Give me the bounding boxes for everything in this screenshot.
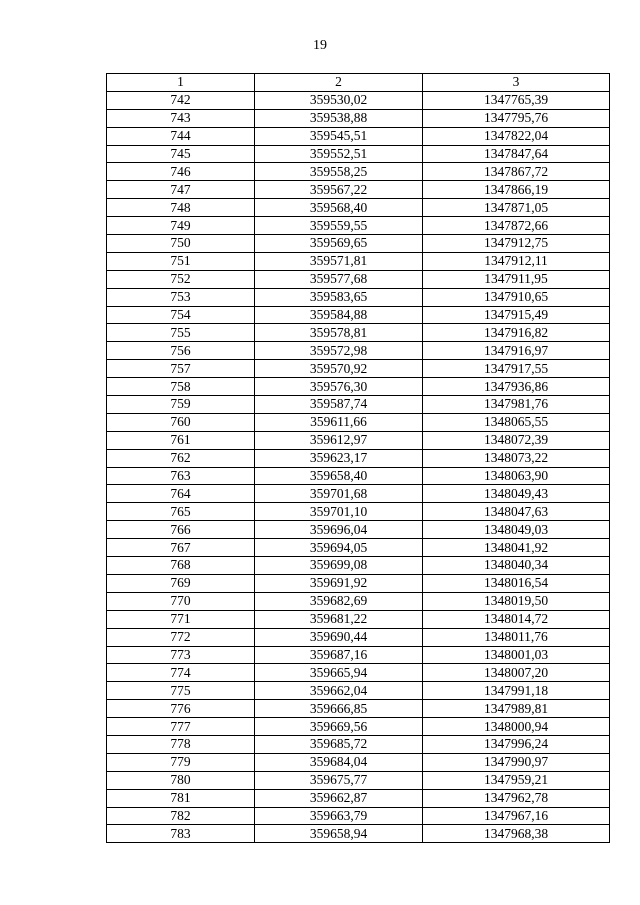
y-coordinate-cell: 1347915,49 <box>423 306 610 324</box>
y-coordinate-cell: 1348011,76 <box>423 628 610 646</box>
x-coordinate-cell: 359684,04 <box>255 753 423 771</box>
page-number: 19 <box>313 38 327 53</box>
x-coordinate-cell: 359571,81 <box>255 252 423 270</box>
x-coordinate-cell: 359569,65 <box>255 235 423 253</box>
x-coordinate-cell: 359612,97 <box>255 431 423 449</box>
table-row <box>107 718 610 736</box>
y-coordinate-cell: 1347962,78 <box>423 789 610 807</box>
y-coordinate-cell: 1347967,16 <box>423 807 610 825</box>
x-coordinate-cell: 359682,69 <box>255 592 423 610</box>
point-number-cell: 757 <box>107 360 255 378</box>
y-coordinate-cell: 1347989,81 <box>423 700 610 718</box>
x-coordinate-cell: 359538,88 <box>255 109 423 127</box>
point-number-cell: 777 <box>107 718 255 736</box>
point-number-cell: 748 <box>107 199 255 217</box>
table-row <box>107 825 610 843</box>
table-row <box>107 503 610 521</box>
point-number-cell: 766 <box>107 521 255 539</box>
point-number-cell: 753 <box>107 288 255 306</box>
y-coordinate-cell: 1348000,94 <box>423 718 610 736</box>
x-coordinate-cell: 359570,92 <box>255 360 423 378</box>
table-row <box>107 557 610 575</box>
point-number-cell: 749 <box>107 217 255 235</box>
x-coordinate-cell: 359578,81 <box>255 324 423 342</box>
table-row <box>107 199 610 217</box>
point-number-cell: 742 <box>107 91 255 109</box>
y-coordinate-cell: 1347981,76 <box>423 396 610 414</box>
table-row <box>107 378 610 396</box>
table-body <box>107 91 610 842</box>
point-number-cell: 763 <box>107 467 255 485</box>
point-number-cell: 755 <box>107 324 255 342</box>
table-row <box>107 485 610 503</box>
x-coordinate-cell: 359685,72 <box>255 735 423 753</box>
point-number-cell: 744 <box>107 127 255 145</box>
y-coordinate-cell: 1348016,54 <box>423 574 610 592</box>
table-row <box>107 163 610 181</box>
table-row <box>107 413 610 431</box>
y-coordinate-cell: 1347765,39 <box>423 91 610 109</box>
y-coordinate-cell: 1347822,04 <box>423 127 610 145</box>
x-coordinate-cell: 359662,87 <box>255 789 423 807</box>
table-row <box>107 539 610 557</box>
x-coordinate-cell: 359665,94 <box>255 664 423 682</box>
x-coordinate-cell: 359572,98 <box>255 342 423 360</box>
point-number-cell: 765 <box>107 503 255 521</box>
y-coordinate-cell: 1347916,97 <box>423 342 610 360</box>
point-number-cell: 758 <box>107 378 255 396</box>
table-row <box>107 342 610 360</box>
y-coordinate-cell: 1347872,66 <box>423 217 610 235</box>
y-coordinate-cell: 1348001,03 <box>423 646 610 664</box>
y-coordinate-cell: 1348049,03 <box>423 521 610 539</box>
table-row <box>107 521 610 539</box>
x-coordinate-cell: 359669,56 <box>255 718 423 736</box>
y-coordinate-cell: 1348049,43 <box>423 485 610 503</box>
y-coordinate-cell: 1348065,55 <box>423 413 610 431</box>
table-row <box>107 735 610 753</box>
x-coordinate-cell: 359691,92 <box>255 574 423 592</box>
y-coordinate-cell: 1347968,38 <box>423 825 610 843</box>
y-coordinate-cell: 1347916,82 <box>423 324 610 342</box>
y-coordinate-cell: 1347912,75 <box>423 235 610 253</box>
y-coordinate-cell: 1348041,92 <box>423 539 610 557</box>
table-row <box>107 181 610 199</box>
table-row <box>107 91 610 109</box>
table-row <box>107 807 610 825</box>
x-coordinate-cell: 359577,68 <box>255 270 423 288</box>
x-coordinate-cell: 359666,85 <box>255 700 423 718</box>
y-coordinate-cell: 1347795,76 <box>423 109 610 127</box>
point-number-cell: 762 <box>107 449 255 467</box>
table-row <box>107 628 610 646</box>
point-number-cell: 750 <box>107 235 255 253</box>
table-row <box>107 682 610 700</box>
table-row <box>107 252 610 270</box>
x-coordinate-cell: 359567,22 <box>255 181 423 199</box>
column-header-1: 1 <box>107 74 255 92</box>
x-coordinate-cell: 359611,66 <box>255 413 423 431</box>
table-row <box>107 360 610 378</box>
x-coordinate-cell: 359675,77 <box>255 771 423 789</box>
point-number-cell: 780 <box>107 771 255 789</box>
y-coordinate-cell: 1347959,21 <box>423 771 610 789</box>
table-row <box>107 789 610 807</box>
point-number-cell: 754 <box>107 306 255 324</box>
table-row <box>107 217 610 235</box>
table-row <box>107 306 610 324</box>
point-number-cell: 746 <box>107 163 255 181</box>
point-number-cell: 769 <box>107 574 255 592</box>
point-number-cell: 752 <box>107 270 255 288</box>
point-number-cell: 761 <box>107 431 255 449</box>
table-row <box>107 646 610 664</box>
point-number-cell: 751 <box>107 252 255 270</box>
x-coordinate-cell: 359584,88 <box>255 306 423 324</box>
table-row <box>107 771 610 789</box>
y-coordinate-cell: 1347867,72 <box>423 163 610 181</box>
x-coordinate-cell: 359687,16 <box>255 646 423 664</box>
x-coordinate-cell: 359690,44 <box>255 628 423 646</box>
table-row <box>107 324 610 342</box>
y-coordinate-cell: 1347911,95 <box>423 270 610 288</box>
y-coordinate-cell: 1348063,90 <box>423 467 610 485</box>
point-number-cell: 747 <box>107 181 255 199</box>
point-number-cell: 767 <box>107 539 255 557</box>
table-row <box>107 700 610 718</box>
point-number-cell: 756 <box>107 342 255 360</box>
x-coordinate-cell: 359658,40 <box>255 467 423 485</box>
table-row <box>107 449 610 467</box>
point-number-cell: 779 <box>107 753 255 771</box>
column-header-3: 3 <box>423 74 610 92</box>
point-number-cell: 781 <box>107 789 255 807</box>
y-coordinate-cell: 1347912,11 <box>423 252 610 270</box>
point-number-cell: 764 <box>107 485 255 503</box>
x-coordinate-cell: 359552,51 <box>255 145 423 163</box>
x-coordinate-cell: 359558,25 <box>255 163 423 181</box>
y-coordinate-cell: 1347847,64 <box>423 145 610 163</box>
table-row <box>107 288 610 306</box>
point-number-cell: 759 <box>107 396 255 414</box>
y-coordinate-cell: 1348040,34 <box>423 557 610 575</box>
point-number-cell: 773 <box>107 646 255 664</box>
table-row <box>107 467 610 485</box>
table-row <box>107 235 610 253</box>
y-coordinate-cell: 1347871,05 <box>423 199 610 217</box>
x-coordinate-cell: 359694,05 <box>255 539 423 557</box>
point-number-cell: 771 <box>107 610 255 628</box>
point-number-cell: 772 <box>107 628 255 646</box>
y-coordinate-cell: 1348047,63 <box>423 503 610 521</box>
y-coordinate-cell: 1347910,65 <box>423 288 610 306</box>
y-coordinate-cell: 1347936,86 <box>423 378 610 396</box>
y-coordinate-cell: 1347996,24 <box>423 735 610 753</box>
point-number-cell: 743 <box>107 109 255 127</box>
table-row <box>107 753 610 771</box>
table-row <box>107 396 610 414</box>
point-number-cell: 775 <box>107 682 255 700</box>
y-coordinate-cell: 1348019,50 <box>423 592 610 610</box>
point-number-cell: 778 <box>107 735 255 753</box>
x-coordinate-cell: 359658,94 <box>255 825 423 843</box>
x-coordinate-cell: 359663,79 <box>255 807 423 825</box>
table-row <box>107 127 610 145</box>
x-coordinate-cell: 359699,08 <box>255 557 423 575</box>
x-coordinate-cell: 359587,74 <box>255 396 423 414</box>
table-row <box>107 431 610 449</box>
y-coordinate-cell: 1347990,97 <box>423 753 610 771</box>
point-number-cell: 770 <box>107 592 255 610</box>
x-coordinate-cell: 359568,40 <box>255 199 423 217</box>
point-number-cell: 768 <box>107 557 255 575</box>
x-coordinate-cell: 359701,10 <box>255 503 423 521</box>
y-coordinate-cell: 1347991,18 <box>423 682 610 700</box>
y-coordinate-cell: 1348014,72 <box>423 610 610 628</box>
x-coordinate-cell: 359530,02 <box>255 91 423 109</box>
x-coordinate-cell: 359662,04 <box>255 682 423 700</box>
x-coordinate-cell: 359681,22 <box>255 610 423 628</box>
y-coordinate-cell: 1347866,19 <box>423 181 610 199</box>
table-header <box>107 74 610 92</box>
table-header-row <box>107 74 610 92</box>
y-coordinate-cell: 1348072,39 <box>423 431 610 449</box>
table-row <box>107 664 610 682</box>
y-coordinate-cell: 1348007,20 <box>423 664 610 682</box>
x-coordinate-cell: 359583,65 <box>255 288 423 306</box>
table-row <box>107 270 610 288</box>
point-number-cell: 783 <box>107 825 255 843</box>
point-number-cell: 782 <box>107 807 255 825</box>
x-coordinate-cell: 359559,55 <box>255 217 423 235</box>
point-number-cell: 745 <box>107 145 255 163</box>
table-row <box>107 574 610 592</box>
point-number-cell: 760 <box>107 413 255 431</box>
x-coordinate-cell: 359576,30 <box>255 378 423 396</box>
x-coordinate-cell: 359696,04 <box>255 521 423 539</box>
table-row <box>107 109 610 127</box>
point-number-cell: 774 <box>107 664 255 682</box>
table-row <box>107 592 610 610</box>
coordinates-table <box>106 73 610 843</box>
column-header-2: 2 <box>255 74 423 92</box>
x-coordinate-cell: 359701,68 <box>255 485 423 503</box>
point-number-cell: 776 <box>107 700 255 718</box>
x-coordinate-cell: 359623,17 <box>255 449 423 467</box>
y-coordinate-cell: 1348073,22 <box>423 449 610 467</box>
y-coordinate-cell: 1347917,55 <box>423 360 610 378</box>
table-row <box>107 610 610 628</box>
table-row <box>107 145 610 163</box>
x-coordinate-cell: 359545,51 <box>255 127 423 145</box>
